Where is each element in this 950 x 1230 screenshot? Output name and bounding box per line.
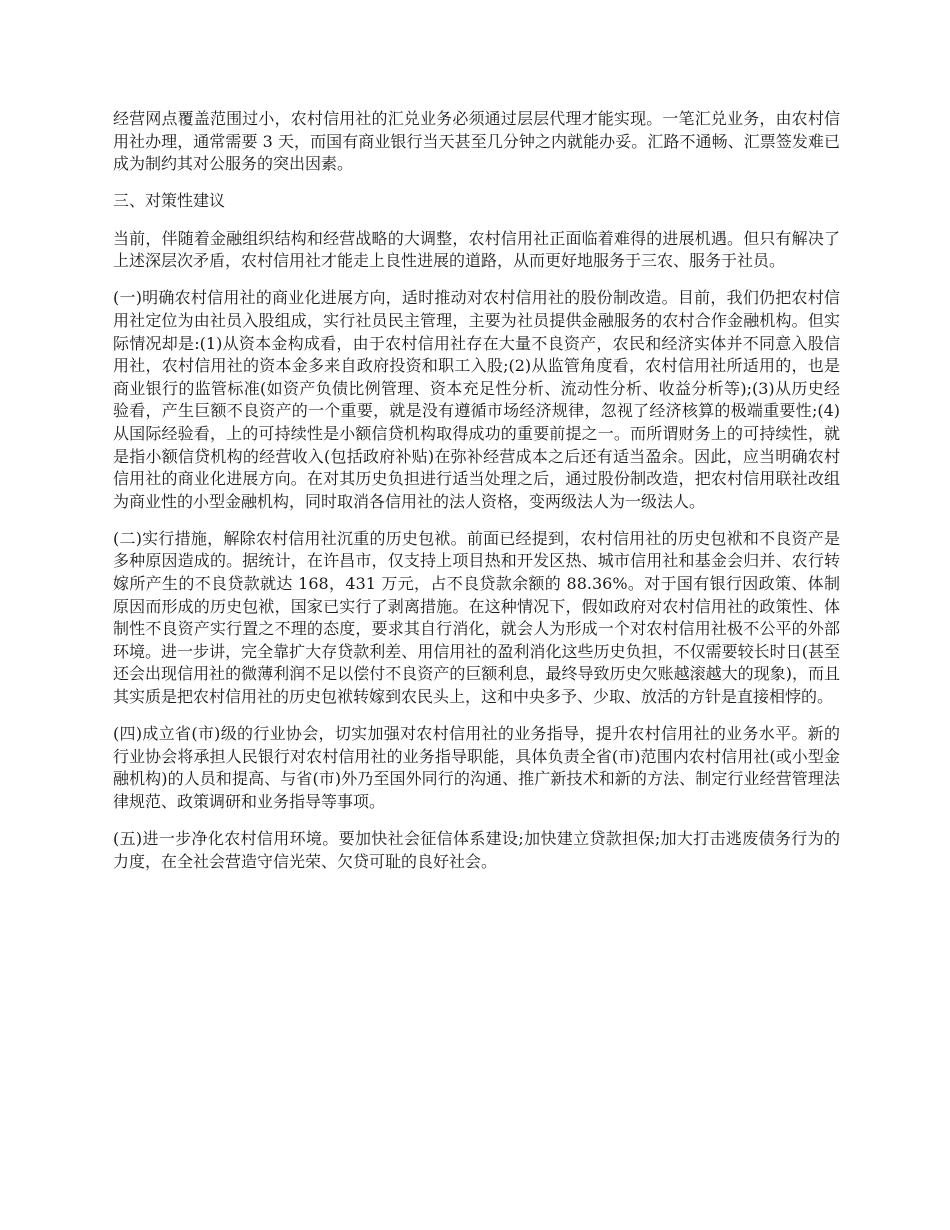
paragraph-item-5: (五)进一步净化农村信用环境。要加快社会征信体系建设;加快建立贷款担保;加大打击逃废债务行为的力度，在全社会营造守信光荣、欠贷可耻的良好社会。 <box>113 829 840 871</box>
paragraph-remittance: 经营网点覆盖范围过小，农村信用社的汇兑业务必须通过层层代理才能实现。一笔汇兑业务，由农村信用社办理，通常需要 3 天，而国有商业银行当天甚至几分钟之内就能办妥。汇路不通畅、汇票签发难已成为制约其对公服务的突出因素。 <box>113 109 840 174</box>
paragraph-item-4: (四)成立省(市)级的行业协会，切实加强对农村信用社的业务指导，提升农村信用社的业务水平。新的行业协会将承担人民银行对农村信用社的业务指导职能，具体负责全省(市)范围内农村信用社(或小型金融机构)的人员和提高、与省(市)外乃至国外同行的沟通、推广新技术和新的方法、制定行业经营管理法律规范、政策调研和业务指导等事项。 <box>113 724 840 811</box>
paragraph-item-2: (二)实行措施，解除农村信用社沉重的历史包袱。前面已经提到，农村信用社的历史包袱和不良资产是多种原因造成的。据统计，在许昌市，仅支持上项目热和开发区热、城市信用社和基金会归并、农行转嫁所产生的不良贷款就达 168，431 万元，占不良贷款余额的 88.36%。对于国有银行因政策、体制原因而形成的历史包袱，国家已实行了剥离措施。在这种情况下，假如政府对农村信用社的政策性、体制性不良资产实行置之不理的态度，要求其自行消化，就会人为形成一个对农村信用社极不公平的外部环境。进一步讲，完全靠扩大存贷款利差、用信用社的盈利消化这些历史负担，不仅需要较长时日(甚至还会出现信用社的微薄利润不足以偿付不良资产的巨额利息，最终导致历史欠账越滚越大的现象)，而且其实质是把农村信用社的历史包袱转嫁到农民头上，这和中央多予、少取、放活的方针是直接相悖的。 <box>113 528 840 707</box>
document-page <box>113 108 840 888</box>
paragraph-intro: 当前，伴随着金融组织结构和经营战略的大调整，农村信用社正面临着难得的进展机遇。但只有解决了上述深层次矛盾，农村信用社才能走上良性进展的道路，从而更好地服务于三农、服务于社员。 <box>113 228 840 271</box>
section-heading-recommendations: 三、对策性建议 <box>113 191 226 211</box>
paragraph-item-1: (一)明确农村信用社的商业化进展方向，适时推动对农村信用社的股份制改造。目前，我们仍把农村信用社定位为由社员入股组成，实行社员民主管理，主要为社员提供金融服务的农村合作金融机构。但实际情况却是:(1)从资本金构成看，由于农村信用社存在大量不良资产，农民和经济实体并不同意入股信用社，农村信用社的资本金多来自政府投资和职工入股;(2)从监管角度看，农村信用社所适用的，也是商业银行的监管标准(如资产负债比例管理、资本充足性分析、流动性分析、收益分析等);(3)从历史经验看，产生巨额不良资产的一个重要，就是没有遵循市场经济规律，忽视了经济核算的极端重要性;(4)从国际经验看，上的可持续性是小额信贷机构取得成功的重要前提之一。而所谓财务上的可持续性，就是指小额信贷机构的经营收入(包括政府补贴)在弥补经营成本之后还有适当盈余。因此，应当明确农村信用社的商业化进展方向。在对其历史负担进行适当处理之后，通过股份制改造，把农村信用联社改组为商业性的小型金融机构，同时取消各信用社的法人资格，变两级法人为一级法人。 <box>113 288 840 511</box>
